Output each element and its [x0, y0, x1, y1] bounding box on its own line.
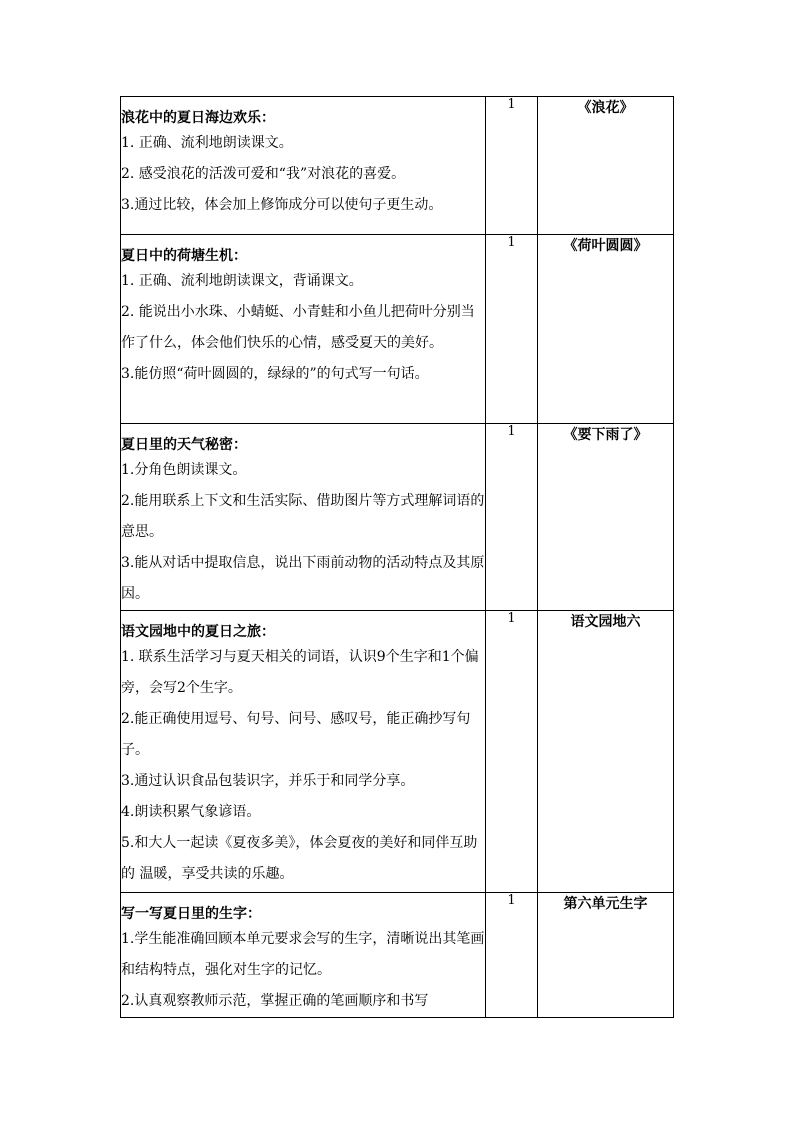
objectives-cell [121, 893, 486, 1018]
objective-item: 3.通过认识食品包装识字，并乐于和同学分享。 [121, 773, 415, 789]
section-title: 浪花中的夏日海边欢乐： [121, 110, 275, 126]
objective-item: 2. 能说出小水珠、小蜻蜓、小青蛙和小鱼儿把荷叶分别当作了什么，体会他们快乐的心情，感受夏天的美好。 [121, 304, 475, 351]
lesson-title-cell: 《荷叶圆圆》 [538, 235, 674, 424]
objective-item: 1.学生能准确回顾本单元要求会写的生字，清晰说出其笔画和结构特点，强化对生字的记忆。 [121, 931, 485, 978]
table-row [121, 424, 674, 611]
hours-cell: 1 [486, 424, 538, 611]
table-row [121, 97, 674, 235]
objective-item: 5.和大人一起读《夏夜多美》，体会夏夜的美好和同伴互助的 温暖，享受共读的乐趣。 [121, 835, 478, 882]
section-title: 夏日中的荷塘生机： [121, 248, 247, 264]
objectives-cell [121, 424, 486, 611]
hours-cell: 1 [486, 97, 538, 235]
objective-item: 4.朗读积累气象谚语。 [121, 804, 261, 820]
table-row [121, 893, 674, 1018]
objective-item: 1. 正确、流利地朗读课文，背诵课文。 [121, 273, 363, 289]
objective-item: 3.能仿照“荷叶圆圆的，绿绿的”的句式写一句话。 [121, 366, 429, 382]
objective-item: 1. 联系生活学习与夏天相关的词语，认识9个生字和1个偏旁，会写2个生字。 [121, 649, 479, 696]
objectives-cell [121, 611, 486, 893]
objectives-cell [121, 97, 486, 235]
lesson-title-cell: 语文园地六 [538, 611, 674, 893]
section-title: 写一写夏日里的生字： [121, 906, 261, 922]
objective-item: 2.认真观察教师示范，掌握正确的笔画顺序和书写 [121, 993, 429, 1009]
objective-item: 2.能正确使用逗号、句号、问号、感叹号，能正确抄写句子。 [121, 711, 471, 758]
objective-item: 3.能从对话中提取信息，说出下雨前动物的活动特点及其原因。 [121, 555, 485, 602]
objective-item: 3.通过比较，体会加上修饰成分可以使句子更生动。 [121, 197, 443, 213]
section-title: 语文园地中的夏日之旅： [121, 624, 275, 640]
objective-item: 2.能用联系上下文和生活实际、借助图片等方式理解词语的意思。 [121, 493, 485, 540]
section-title: 夏日里的天气秘密： [121, 437, 247, 453]
hours-cell: 1 [486, 611, 538, 893]
hours-cell: 1 [486, 893, 538, 1018]
hours-cell: 1 [486, 235, 538, 424]
objectives-cell [121, 235, 486, 424]
objective-item: 1.分角色朗读课文。 [121, 462, 247, 478]
table-row [121, 235, 674, 424]
objective-item: 2. 感受浪花的活泼可爱和“我”对浪花的喜爱。 [121, 166, 406, 182]
table-row [121, 611, 674, 893]
lesson-title-cell: 《要下雨了》 [538, 424, 674, 611]
lesson-plan-table [120, 96, 674, 1018]
objective-item: 1. 正确、流利地朗读课文。 [121, 135, 293, 151]
lesson-title-cell: 《浪花》 [538, 97, 674, 235]
lesson-title-cell: 第六单元生字 [538, 893, 674, 1018]
